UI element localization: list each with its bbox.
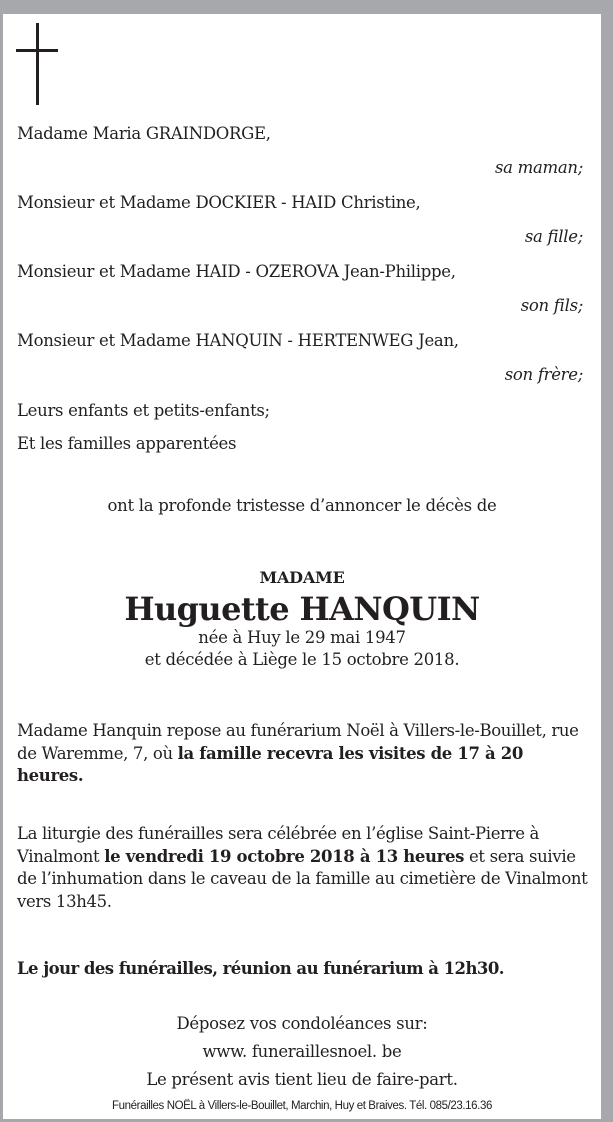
death-info: et décédée à Liège le 15 octobre 2018. (144, 650, 460, 669)
website-link[interactable]: www. funeraillesnoel. be (202, 1042, 402, 1061)
relatives-line: Et les familles apparentées (17, 434, 237, 453)
deceased-title: MADAME (259, 568, 345, 587)
visitation-text: Madame Hanquin repose au funérarium Noël à Villers-le-Bouillet, rue de Waremme, 7, où (17, 721, 579, 763)
family-member-name: Madame Maria GRAINDORGE, (17, 124, 271, 143)
visitation-hours: la famille recevra les visites de 17 à 20 heures. (17, 743, 523, 785)
faire-part-note: Le présent avis tient lieu de faire-part. (146, 1070, 458, 1089)
liturgy-burial-text: et sera suivie de l’inhumation dans le caveau de la famille au cimetière de Vinalmont vers 13h45. (17, 846, 588, 911)
liturgy-text: La liturgie des funérailles sera célébrée en l’église Saint-Pierre à Vinalmont (17, 824, 539, 866)
deceased-name: Huguette HANQUIN (124, 590, 480, 628)
birth-info: née à Huy le 29 mai 1947 (198, 628, 406, 647)
liturgy-paragraph (17, 823, 592, 913)
family-member-relation: sa fille; (524, 227, 583, 246)
family-member-relation: son frère; (504, 365, 583, 384)
family-member-name: Monsieur et Madame DOCKIER - HAID Christine, (17, 193, 421, 212)
family-member-name: Monsieur et Madame HANQUIN - HERTENWEG Jean, (17, 331, 459, 350)
cross-icon (16, 23, 58, 105)
meeting-info: Le jour des funérailles, réunion au funérarium à 12h30. (17, 959, 504, 978)
family-member-name: Monsieur et Madame HAID - OZEROVA Jean-Philippe, (17, 262, 456, 281)
condolences-label: Déposez vos condoléances sur: (176, 1014, 428, 1033)
announcement-text: ont la profonde tristesse d’annoncer le décès de (107, 496, 497, 515)
liturgy-date: le vendredi 19 octobre 2018 à 13 heures (104, 846, 465, 866)
family-member-relation: son fils; (520, 296, 583, 315)
grandchildren-line: Leurs enfants et petits-enfants; (17, 401, 270, 420)
funeral-home-footer: Funérailles NOËL à Villers-le-Bouillet, Marchin, Huy et Braives. Tél. 085/23.16.36 (112, 1100, 492, 1112)
visitation-paragraph (17, 720, 592, 788)
obituary-notice (3, 14, 601, 1119)
family-member-relation: sa maman; (494, 158, 583, 177)
